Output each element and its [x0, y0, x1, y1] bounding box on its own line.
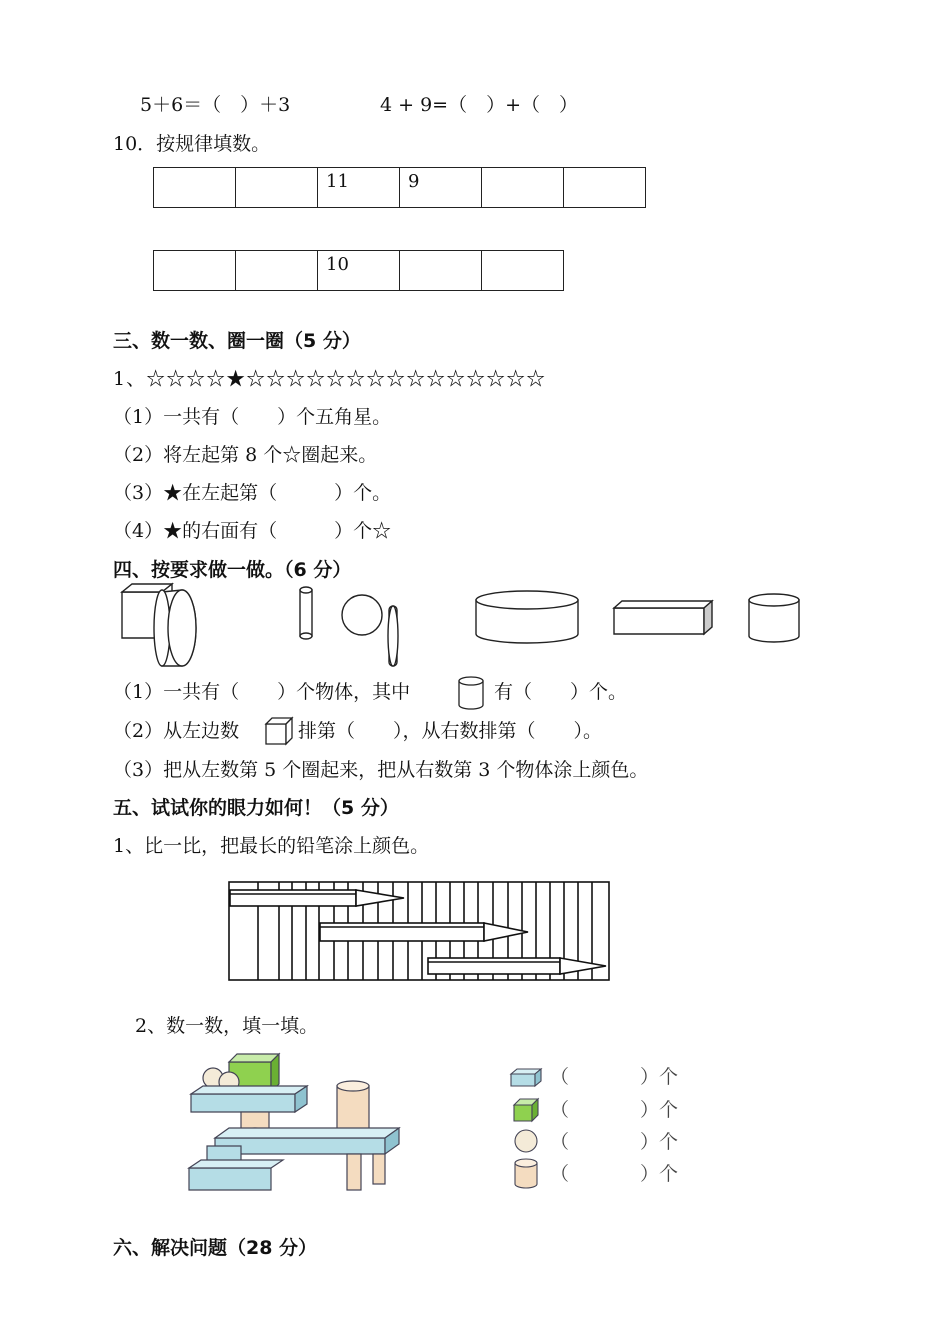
count-close-1[interactable]: ）个 [640, 1066, 679, 1088]
seq-cell[interactable] [154, 168, 236, 208]
count-close-2[interactable]: ）个 [640, 1099, 679, 1121]
cube-icon [264, 716, 294, 746]
sequence-table-2 [153, 250, 564, 291]
sequence-table-1 [153, 167, 646, 208]
count-open-3: （ [550, 1131, 570, 1153]
small-cylinder-shape [749, 594, 799, 642]
seq-cell[interactable] [236, 168, 318, 208]
count-close-3[interactable]: ）个 [640, 1131, 679, 1153]
section6-title: 六、解决问题（28 分） [113, 1237, 318, 1259]
tan-cylinder-icon [513, 1158, 541, 1190]
thin-cylinder-shape [300, 587, 312, 639]
section4-title: 四、按要求做一做。（6 分） [113, 559, 352, 581]
equation-right: 4 + 9=（ ）+（ ） [380, 94, 579, 116]
sphere-shape [342, 595, 382, 635]
seq-cell[interactable] [482, 251, 564, 291]
green-cube-icon [512, 1097, 542, 1123]
count-open-2: （ [550, 1099, 570, 1121]
cuboid-icon [509, 1067, 543, 1089]
sec4-q2a: （2）从左边数 [113, 720, 240, 742]
seq-cell[interactable] [154, 251, 236, 291]
pencil-2 [320, 923, 528, 941]
sec3-item-1: （1）一共有（ ）个五角星。 [113, 406, 392, 428]
cylinder-icon [457, 675, 485, 711]
pencil-grid [228, 880, 618, 984]
seq-cell[interactable] [400, 251, 482, 291]
q10-title: 10．按规律填数。 [113, 133, 271, 155]
count-open-1: （ [550, 1066, 570, 1088]
count-close-4[interactable]: ）个 [640, 1163, 679, 1185]
section5-title: 五、试试你的眼力如何！（5 分） [113, 797, 399, 819]
seq-cell: 9 [400, 168, 482, 208]
sec4-q1b: 有（ ）个。 [494, 681, 628, 703]
sec3-item-4: （4）★的右面有（ ）个☆ [113, 520, 392, 542]
solid-shapes-row [0, 586, 950, 666]
seq-cell: 10 [318, 251, 400, 291]
equation-left: 5＋6＝（ ）＋3 [140, 94, 291, 116]
seq-cell: 11 [318, 168, 400, 208]
sec4-q2b: 排第（ ），从右数排第（ ）。 [298, 720, 603, 742]
pencil-3 [428, 958, 606, 974]
sphere-icon [513, 1128, 541, 1156]
section3-title: 三、数一数、圈一圈（5 分） [113, 330, 361, 352]
seq-cell[interactable] [482, 168, 564, 208]
sec3-item-2: （2）将左起第 8 个☆圈起来。 [113, 444, 378, 466]
seq-cell[interactable] [564, 168, 646, 208]
sec3-item-3: （3）★在左起第（ ）个。 [113, 482, 392, 504]
count-open-4: （ [550, 1163, 570, 1185]
sec5-q2: 2、数一数，填一填。 [135, 1015, 319, 1037]
wide-cylinder-shape [154, 590, 196, 666]
seq-cell[interactable] [236, 251, 318, 291]
sec4-q3: （3）把从左数第 5 个圈起来，把从右数第 3 个物体涂上颜色。 [113, 759, 649, 781]
cuboid-shape [614, 601, 712, 634]
sec5-q1: 1、比一比，把最长的铅笔涂上颜色。 [113, 835, 430, 857]
block-stack-picture [185, 1050, 425, 1200]
disc-shape [388, 606, 398, 666]
star-row: 1、☆☆☆☆★☆☆☆☆☆☆☆☆☆☆☆☆☆☆☆ [113, 368, 547, 390]
flat-cylinder-shape [476, 591, 578, 643]
sec4-q1a: （1）一共有（ ）个物体，其中 [113, 681, 411, 703]
